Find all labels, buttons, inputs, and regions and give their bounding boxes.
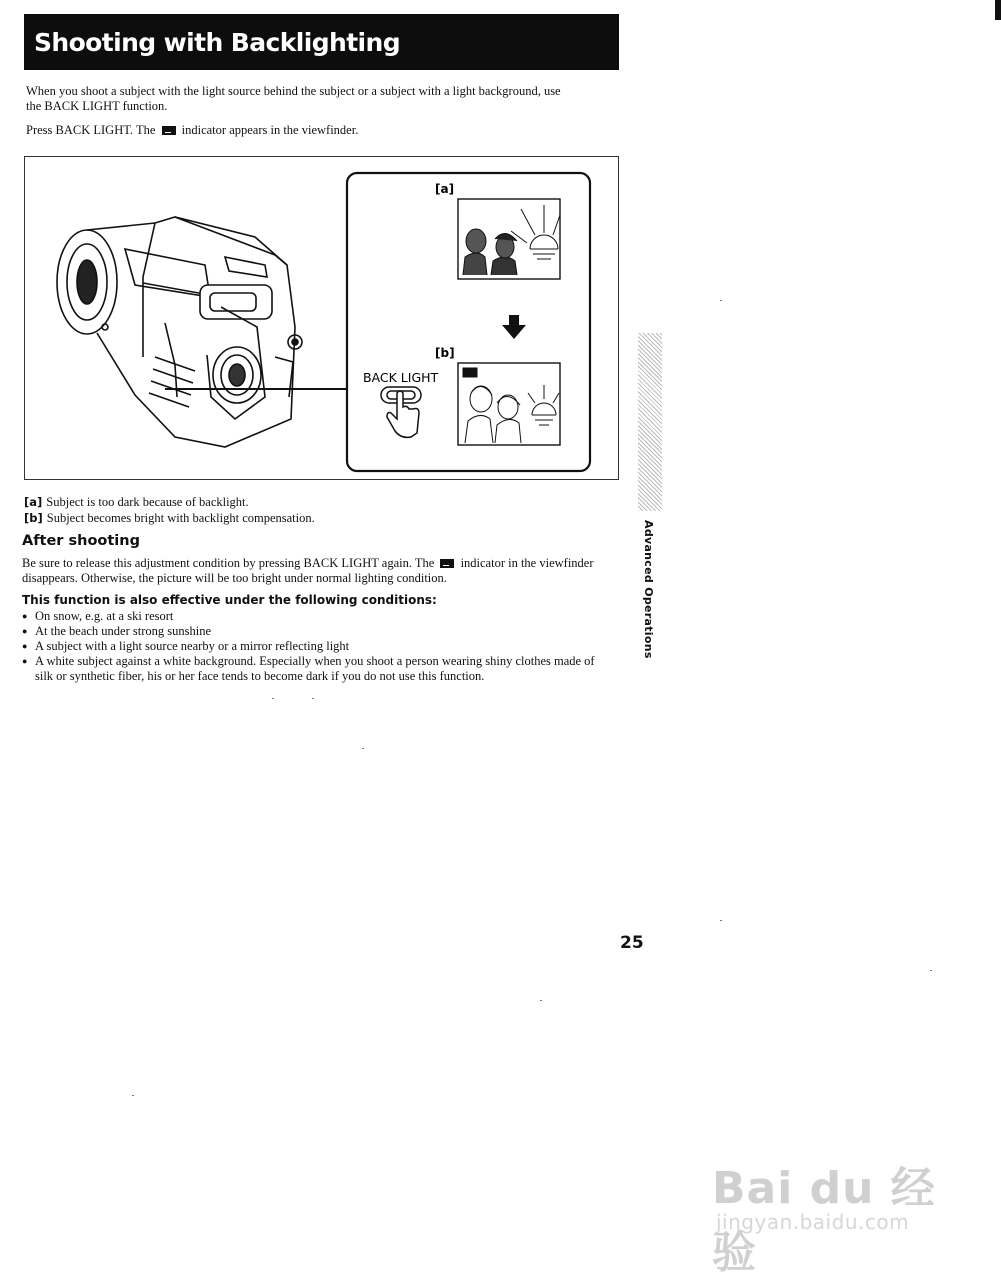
scene-a-dark xyxy=(458,199,560,279)
after-shooting-paragraph xyxy=(22,556,612,585)
scan-speck xyxy=(720,300,722,301)
watermark-url: jingyan.baidu.com xyxy=(716,1210,910,1234)
watermark xyxy=(712,1130,942,1278)
scan-speck xyxy=(272,698,274,699)
scan-speck xyxy=(312,698,314,699)
edge-mark xyxy=(995,0,1001,20)
press-instruction xyxy=(26,123,586,138)
scan-speck xyxy=(540,1000,542,1001)
press-text-after: indicator appears in the viewfinder. xyxy=(181,123,359,137)
label-b: [b] xyxy=(435,346,455,360)
title-bar xyxy=(24,14,619,70)
camcorder-illustration xyxy=(25,157,620,481)
page-title: Shooting with Backlighting xyxy=(34,28,401,57)
caption-b-key: [b] xyxy=(24,511,43,525)
page-number: 25 xyxy=(620,933,644,953)
watermark-logo: Bai du 经验 xyxy=(712,1163,936,1278)
scan-speck xyxy=(132,1095,134,1096)
back-light-button-label: BACK LIGHT xyxy=(363,370,439,385)
caption-a-key: [a] xyxy=(24,495,43,509)
conditions-list xyxy=(22,609,612,684)
after-text-after: indicator in the viewfinder disappears. Otherwise, the picture will be too bright under normal lighting condition. xyxy=(22,556,594,585)
caption-a-text: Subject is too dark because of backlight. xyxy=(46,495,249,509)
backlight-indicator-icon xyxy=(162,126,176,135)
caption-a xyxy=(24,495,249,510)
conditions-heading: This function is also effective under the following conditions: xyxy=(22,593,437,607)
list-item: ● On snow, e.g. at a ski resort xyxy=(22,609,612,624)
caption-b-text: Subject becomes bright with backlight compensation. xyxy=(46,511,315,525)
caption-b xyxy=(24,511,315,526)
camcorder-drawing xyxy=(57,217,302,447)
label-a: [a] xyxy=(435,182,455,196)
press-text-before: Press BACK LIGHT. The xyxy=(26,123,156,137)
scan-speck xyxy=(930,970,932,971)
list-item: ● At the beach under strong sunshine xyxy=(22,624,612,639)
scan-speck xyxy=(362,748,364,749)
after-shooting-heading: After shooting xyxy=(22,533,140,549)
after-text-before: Be sure to release this adjustment condition by pressing BACK LIGHT again. The xyxy=(22,556,435,570)
scan-speck xyxy=(720,920,722,921)
list-item: ● A white subject against a white background. Especially when you shoot a person wearing shiny clothes made of silk or synthetic fiber, his or her face tends to become dark if you do not use this function. xyxy=(22,654,612,684)
intro-paragraph: When you shoot a subject with the light source behind the subject or a subject with a light background, use the BACK LIGHT function. xyxy=(26,84,561,113)
illustration-figure xyxy=(24,156,619,480)
list-item: ● A subject with a light source nearby or a mirror reflecting light xyxy=(22,639,612,654)
section-tab-pattern xyxy=(638,333,662,511)
section-tab-label: Advanced Operations xyxy=(642,520,655,659)
backlight-indicator-icon xyxy=(440,559,454,568)
scene-b-bright xyxy=(458,363,560,445)
